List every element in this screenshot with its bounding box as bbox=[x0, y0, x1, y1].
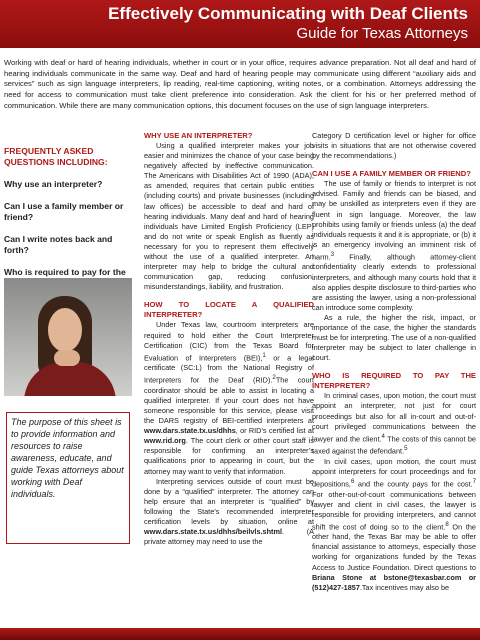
section-heading-why: WHY USE AN INTERPRETER? bbox=[144, 131, 253, 140]
rid-link[interactable]: www.rid.org bbox=[144, 436, 186, 446]
header-banner bbox=[0, 0, 480, 48]
faq-question: Why use an interpreter? bbox=[4, 179, 103, 189]
text-run: Under Texas law, courtroom interpreters are required to hold either the Court Interpreter Certification (CIC) from the Texas Board for Evaluation of Interpreters (BEI), bbox=[144, 320, 314, 363]
column-1 bbox=[144, 131, 314, 547]
intro-paragraph: Working with deaf or hard of hearing individuals, whether in court or in your office, requires advance preparation. Not all deaf and hard of hearing individuals communicate in the same way. Deaf and hard of hearing people may communicate using different “auxiliary aids and services” such as sign language interpreters, lip reading, real-time captioning, writing notes, or a combination. Attorneys addressing the need for access to communication must take client preference into consideration. Ask the client for his or her preferred method of communication. While there are many communication options, this document focuses on the use of sign language interpreters. bbox=[4, 58, 476, 110]
contact-info[interactable]: Briana Stone at bstone@texasbar.com or (512)427-1857 bbox=[312, 572, 476, 592]
faq-question: Can I use a family member or friend? bbox=[4, 201, 124, 222]
photo-face bbox=[48, 308, 82, 352]
family-paragraph-1 bbox=[312, 179, 476, 313]
certification-levels-link[interactable]: www.dars.state.tx.us/dhhs/beilvls.shtml bbox=[144, 527, 283, 537]
footnote-marker: 6 bbox=[350, 477, 355, 485]
footnote-marker: 5 bbox=[404, 445, 408, 453]
text-run: Interpreting services outside of court must be done by a “qualified” interpreter. The attorney can help ensure that an interpreter is “qualified” by following the State’s recommended interpreter certification levels by situation, online at bbox=[144, 476, 314, 527]
continued-paragraph: Category D certification level or higher for office visits in situations that are not otherwise covered by the recommendations.) bbox=[312, 131, 476, 161]
footer-band bbox=[0, 628, 480, 640]
page-subtitle: Guide for Texas Attorneys bbox=[296, 25, 468, 42]
column-2 bbox=[312, 131, 476, 593]
text-run: .Tax incentives may also be bbox=[359, 582, 450, 592]
text-run: Finally, although attorney-client confidentiality clearly extends to professional interpreters, and although many courts hold that it also applies despite disclosure to third-parties who are assisting the lawyer, using a non-professional can introduce some complexity. bbox=[312, 252, 476, 312]
section-heading-pay: WHO IS REQUIRED TO PAY THE INTERPRETER? bbox=[312, 371, 476, 391]
footnote-marker: 8 bbox=[445, 520, 449, 528]
text-run: In criminal cases, upon motion, the court must appoint an interpreter, not just for court proceedings but also for all in-court and out-of-court privileged communications between the lawyer and the client. bbox=[312, 391, 476, 444]
locate-paragraph-2 bbox=[144, 477, 314, 548]
faq-box bbox=[4, 146, 132, 289]
text-run: The use of family or friends to interpret is not advised. Family and friends can be biased, and may be unskilled as interpreters even if they are fluent in sign language. Moreover, the law prohibits using family or friends unless (a) the deaf individuals requests it and it is appropriate, or (b) it is an emergency involving an imminent risk of harm. bbox=[312, 179, 476, 262]
footnote-marker: 3 bbox=[330, 250, 335, 258]
why-paragraph: Using a qualified interpreter makes your job easier and minimizes the chance of your case being negatively affected by ineffective communication. The Americans with Disabilities Act of 1990 (ADA), as amended, requires that certain public entities (including courts) and private businesses (including law offices) be accessible to deaf and hard of hearing individuals. Many deaf and hard of hearing individuals have Limited English Proficiency (LEP) and do not write or speak English as fluently as necessary for you to represent them effectively without the use of a qualified interpreter. An interpreter may help to bridge the cultural and communication gap, reducing confusion, misunderstandings, liability, and frustration. bbox=[144, 141, 314, 292]
footnote-marker: 2 bbox=[272, 374, 276, 382]
dars-registry-link[interactable]: www.dars.state.tx.us/dhhs bbox=[144, 426, 236, 436]
text-run: The court coordinator should be able to assist in locating a qualified interpreter. If your court does not have someone responsible for this service, please visit the DARS registry of BEI-certified interpreters at bbox=[144, 375, 315, 426]
purpose-box: The purpose of this sheet is to provide information and resources to raise awareness, educate, and guide Texas attorneys about working with Deaf individuals. bbox=[6, 412, 130, 544]
text-run: or a legal certificate (SC:L) from the National Registry of Interpreters for the Deaf (RID). bbox=[144, 353, 315, 385]
locate-paragraph-1 bbox=[144, 320, 314, 476]
text-run: . The court clerk or other court staff is responsible for confirming an interpreter’s qualifications prior to appearing in court, but the attorney may want to verify that information. bbox=[144, 436, 314, 476]
text-run: The costs of this cannot be taxed against the defendant. bbox=[312, 434, 476, 456]
page-title: Effectively Communicating with Deaf Clients bbox=[108, 4, 468, 23]
text-run: . (A private attorney may need to use the bbox=[144, 527, 314, 547]
faq-heading: FREQUENTLY ASKED QUESTIONS INCLUDING: bbox=[4, 146, 108, 167]
family-paragraph-2: As a rule, the higher the risk, impact, or importance of the case, the higher the standards must be for interpreting. The use of a non-qualified interpreter may be subject to later challenge in court. bbox=[312, 312, 476, 363]
faq-question: Can I write notes back and forth? bbox=[4, 234, 113, 255]
text-run: and the county pays for the cost. bbox=[354, 479, 473, 489]
pay-paragraph-1 bbox=[312, 391, 476, 456]
section-heading-locate: HOW TO LOCATE A QUALIFIED INTERPRETER? bbox=[144, 300, 314, 320]
text-run: For other-out-of-court communications between lawyer and client in civil cases, the lawyer is responsible for providing interpreters, and cannot shift the cost of doing so to the client. bbox=[312, 489, 476, 532]
faq-question: Who is required to pay for the bbox=[4, 267, 126, 277]
text-run: In civil cases, upon motion, the court must appoint interpreters for court proceedings and for depositions, bbox=[312, 456, 476, 489]
footnote-marker: 4 bbox=[381, 432, 385, 440]
footnote-marker: 1 bbox=[262, 351, 266, 359]
section-heading-family: CAN I USE A FAMILY MEMBER OR FRIEND? bbox=[312, 169, 471, 179]
text-run: On the other hand, the Texas Bar may be able to offer financial assistance to attorneys, especially those working for organizations funded by the Texas Access to Justice Foundation. Direct questions to bbox=[312, 522, 476, 572]
text-run: , or RID’s certified list at bbox=[235, 426, 314, 436]
photo-hand bbox=[54, 350, 80, 366]
footnote-marker: 7 bbox=[472, 477, 476, 485]
pay-paragraph-2 bbox=[312, 457, 476, 593]
woman-signing-photo bbox=[4, 278, 132, 396]
